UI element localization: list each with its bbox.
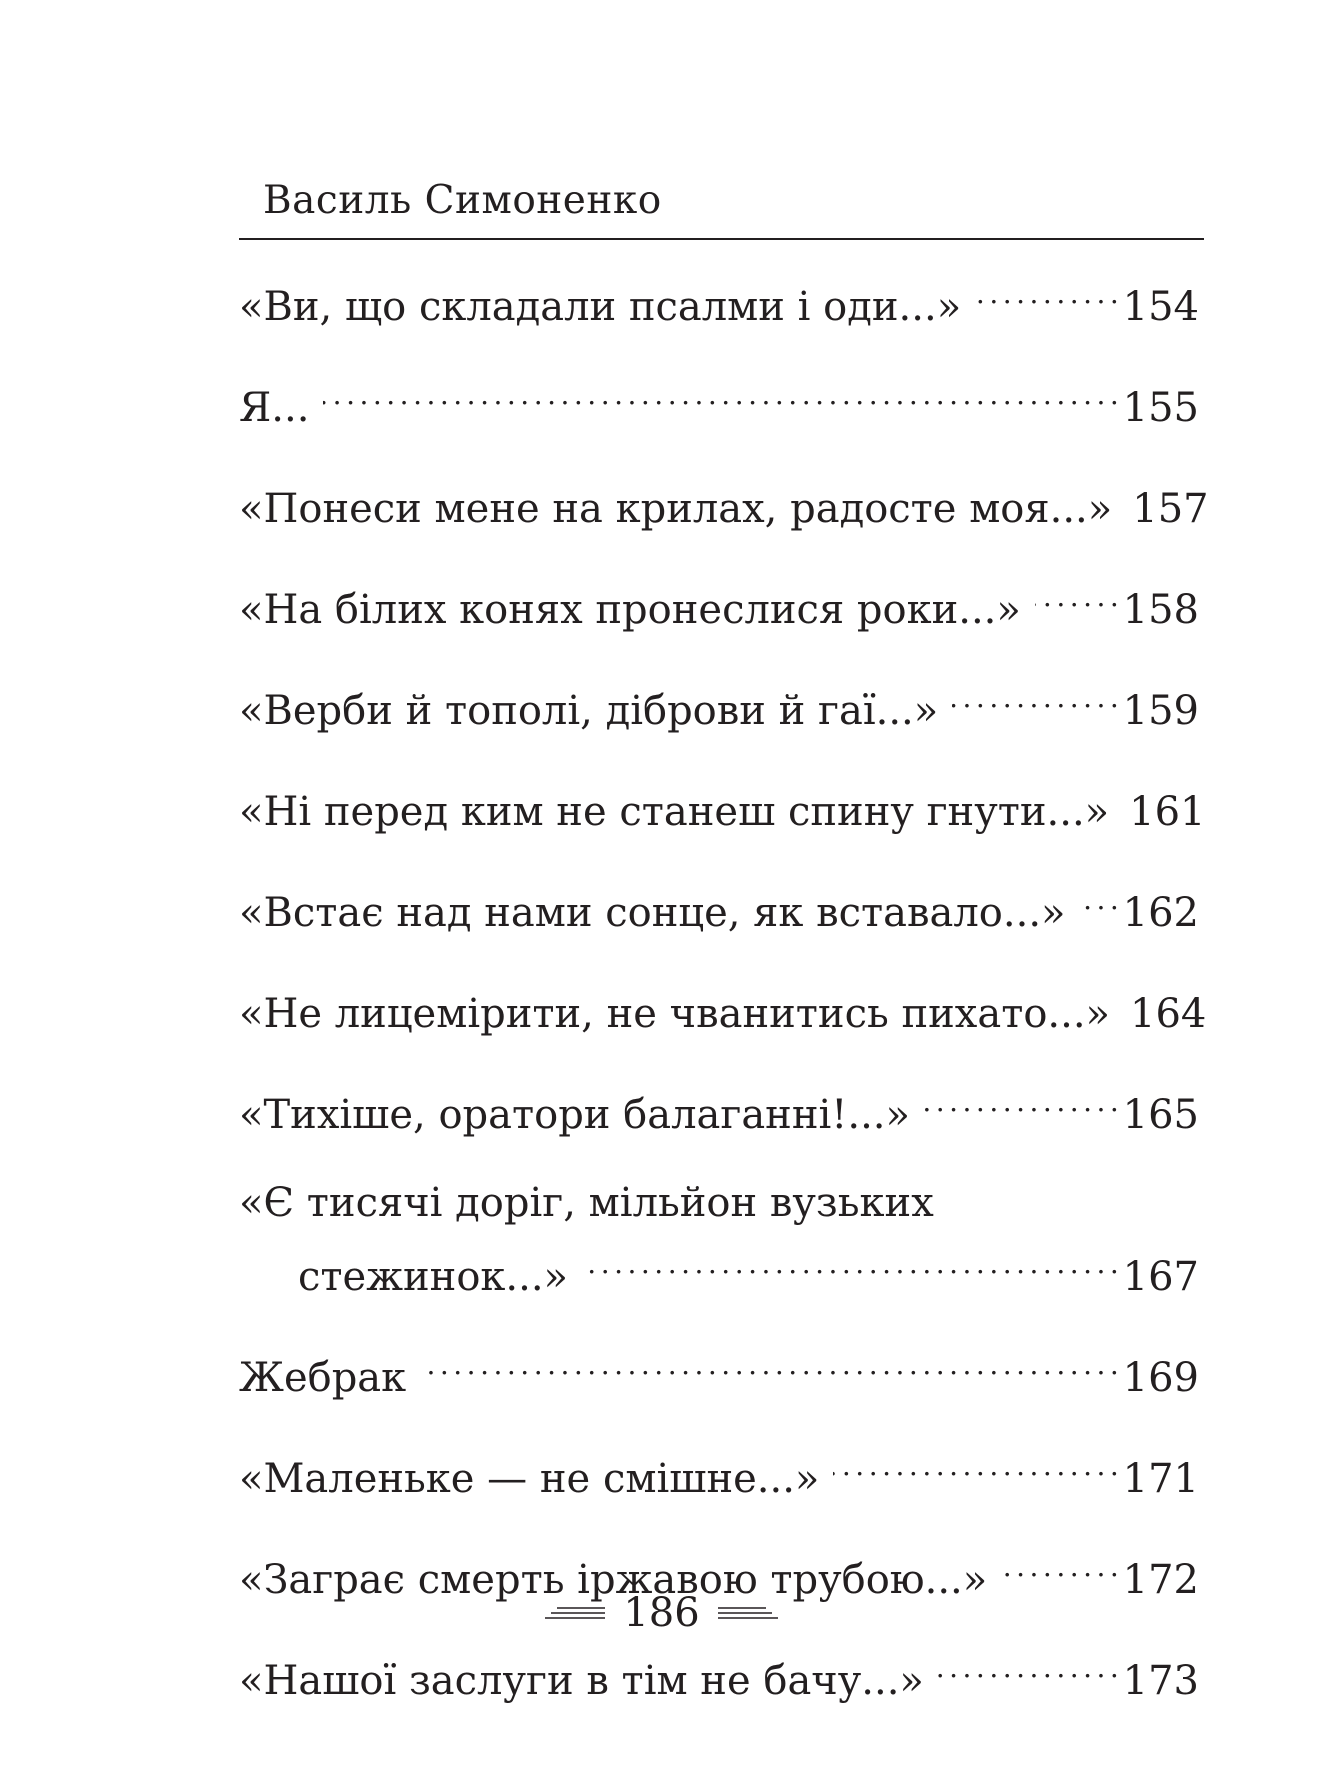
dot-leader [952,672,1116,724]
toc-entry [239,369,1199,434]
toc-entry-title: «Не лицемірити, не чванитись пихато...» [239,991,1111,1037]
dot-leader [1001,1541,1116,1593]
toc-entry-title-line2: стежинок...» [298,1254,569,1300]
toc-entry-title: «Нашої заслуги в тім не бачу...» [239,1658,924,1704]
toc-entry-title: «Маленьке — не смішне...» [239,1456,820,1502]
toc-entry-page: 173 [1122,1658,1199,1704]
toc-entry-page: 165 [1122,1092,1199,1138]
toc-entry-page: 172 [1122,1557,1199,1603]
toc-entry-title: Я... [239,385,310,431]
triple-rule-right-ornament [718,1606,778,1620]
dot-leader [924,1076,1117,1128]
table-of-contents [239,268,1209,1743]
toc-entry-page: 162 [1122,890,1199,936]
toc-entry-page: 159 [1122,688,1199,734]
toc-entry-page: 155 [1122,385,1199,431]
dot-leader [975,268,1116,320]
toc-entry [239,672,1199,737]
toc-entry-title: «Заграє смерть іржавою трубою...» [239,1557,988,1603]
running-head-author: Василь Симоненко [263,178,662,223]
page-folio [0,1588,1323,1638]
toc-entry-page: 169 [1122,1355,1199,1401]
toc-entry-page: 154 [1122,284,1199,330]
toc-entry-page: 157 [1132,486,1209,532]
toc-entry [239,571,1199,636]
toc-entry-title: «На білих конях пронеслися роки...» [239,587,1021,633]
toc-entry [239,773,1206,838]
toc-entry-page: 161 [1129,789,1206,835]
toc-entry [239,268,1199,333]
dot-leader [420,1339,1116,1391]
toc-entry-title: «Понеси мене на крилах, радосте моя...» [239,486,1113,532]
toc-entry [239,470,1209,535]
dot-leader [833,1440,1116,1492]
dot-leader [323,369,1116,421]
toc-entry-title-line1: «Є тисячі доріг, мільйон вузьких [239,1180,934,1226]
toc-entry-page: 171 [1122,1456,1199,1502]
toc-entry-page: 167 [1122,1254,1199,1300]
toc-entry [239,1177,1199,1303]
toc-entry [239,1339,1199,1404]
toc-entry [239,1642,1199,1707]
toc-entry [239,1440,1199,1505]
toc-entry [239,975,1207,1040]
toc-entry-title: «Тихіше, оратори балаганні!...» [239,1092,910,1138]
dot-leader [1080,874,1117,926]
toc-entry-page: 164 [1130,991,1207,1037]
toc-entry-title: Жебрак [239,1355,407,1401]
toc-entry-page: 158 [1122,587,1199,633]
toc-entry-title: «Ні перед ким не станеш спину гнути...» [239,789,1110,835]
toc-entry-title: «Встає над нами сонце, як вставало...» [239,890,1066,936]
dot-leader [1035,571,1117,623]
dot-leader [582,1238,1117,1290]
toc-entry-title: «Верби й тополі, діброви й гаї...» [239,688,939,734]
page-number: 186 [623,1590,700,1636]
toc-entry [239,874,1199,939]
toc-entry [239,1076,1199,1141]
toc-entry-title: «Ви, що складали псалми і оди...» [239,284,962,330]
triple-rule-left-ornament [545,1606,605,1620]
header-rule [239,238,1204,240]
dot-leader [938,1642,1117,1694]
